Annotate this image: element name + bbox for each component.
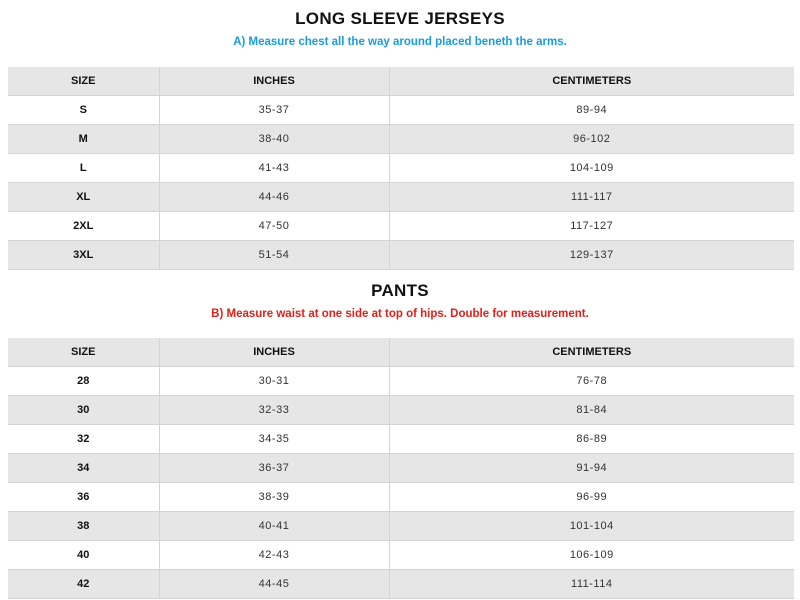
pants-title: PANTS [371,281,429,300]
pants-size-cell: 38 [8,512,159,541]
jersey-size-cell: 2XL [8,212,159,241]
pants-size-cell: 40 [8,541,159,570]
table-header-row [8,338,794,367]
jersey-size-cell: XL [8,183,159,212]
jersey-cm-cell: 96-102 [389,125,794,154]
jersey-inches-cell: 51-54 [159,241,389,270]
pants-size-cell: 28 [8,367,159,396]
pants-inches-cell: 36-37 [159,454,389,483]
pants-cm-cell: 81-84 [389,396,794,425]
table-row [8,483,794,512]
table-row [8,367,794,396]
jersey-size-cell: M [8,125,159,154]
header-size: SIZE [8,67,159,96]
table-row [8,541,794,570]
jersey-inches-cell: 41-43 [159,154,389,183]
table-row [8,512,794,541]
pants-size-cell: 34 [8,454,159,483]
table-row [8,183,794,212]
jerseys-size-table [8,67,794,270]
pants-size-cell: 42 [8,570,159,599]
pants-cm-cell: 101-104 [389,512,794,541]
pants-cm-cell: 111-114 [389,570,794,599]
pants-inches-cell: 30-31 [159,367,389,396]
jersey-cm-cell: 129-137 [389,241,794,270]
jersey-cm-cell: 111-117 [389,183,794,212]
pants-cm-cell: 76-78 [389,367,794,396]
jersey-size-cell: L [8,154,159,183]
pants-size-table [8,338,794,599]
pants-inches-cell: 42-43 [159,541,389,570]
header-size: SIZE [8,338,159,367]
jersey-inches-cell: 38-40 [159,125,389,154]
jersey-inches-cell: 47-50 [159,212,389,241]
pants-inches-cell: 38-39 [159,483,389,512]
table-row [8,125,794,154]
jersey-inches-cell: 44-46 [159,183,389,212]
pants-cm-cell: 106-109 [389,541,794,570]
table-row [8,241,794,270]
jersey-size-cell: S [8,96,159,125]
jersey-cm-cell: 89-94 [389,96,794,125]
pants-heading [0,281,800,321]
pants-subtitle: B) Measure waist at one side at top of hips. Double for measurement. [211,308,589,320]
pants-cm-cell: 91-94 [389,454,794,483]
table-row [8,570,794,599]
pants-size-cell: 32 [8,425,159,454]
header-centimeters: CENTIMETERS [389,67,794,96]
pants-inches-cell: 34-35 [159,425,389,454]
header-inches: INCHES [159,338,389,367]
table-row [8,154,794,183]
header-centimeters: CENTIMETERS [389,338,794,367]
table-row [8,96,794,125]
jerseys-heading [0,9,800,49]
table-row [8,396,794,425]
pants-size-cell: 30 [8,396,159,425]
jerseys-title: LONG SLEEVE JERSEYS [295,9,505,28]
pants-cm-cell: 86-89 [389,425,794,454]
table-header-row [8,67,794,96]
jerseys-subtitle: A) Measure chest all the way around placed beneth the arms. [233,36,567,48]
pants-cm-cell: 96-99 [389,483,794,512]
pants-inches-cell: 40-41 [159,512,389,541]
jersey-size-cell: 3XL [8,241,159,270]
pants-inches-cell: 44-45 [159,570,389,599]
header-inches: INCHES [159,67,389,96]
jersey-inches-cell: 35-37 [159,96,389,125]
table-row [8,425,794,454]
pants-size-cell: 36 [8,483,159,512]
jersey-cm-cell: 117-127 [389,212,794,241]
jersey-cm-cell: 104-109 [389,154,794,183]
table-row [8,454,794,483]
pants-inches-cell: 32-33 [159,396,389,425]
table-row [8,212,794,241]
